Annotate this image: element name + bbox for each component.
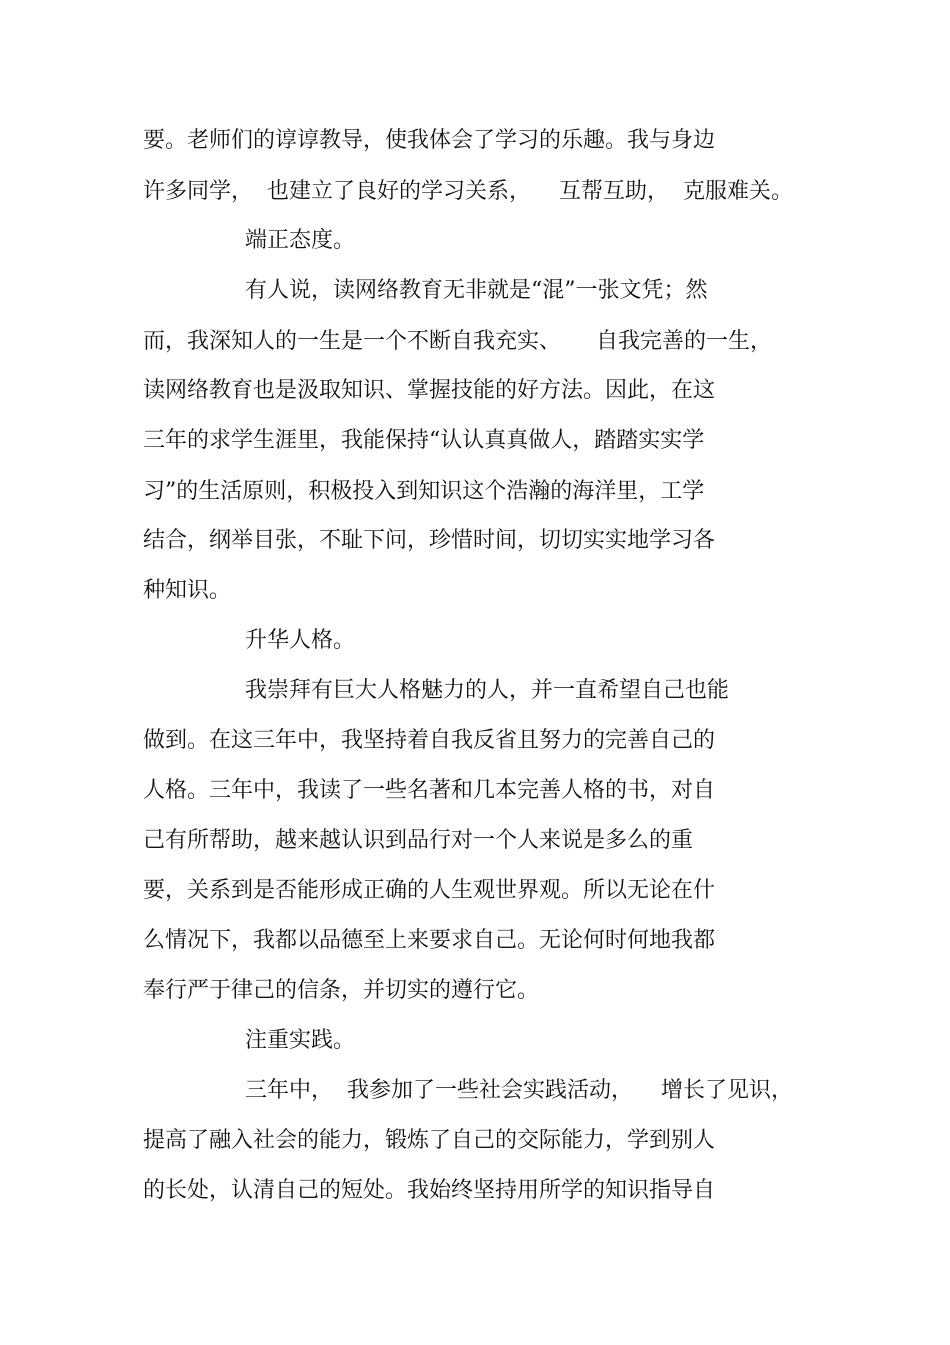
section-heading: 注重实践。	[245, 1028, 356, 1053]
text-line: 许多同学， 也建立了良好的学习关系， 互帮互助， 克服难关。	[143, 179, 793, 204]
section-heading: 升华人格。	[245, 628, 356, 653]
text-line: 种知识。	[143, 578, 232, 603]
text-line: 三年中， 我参加了一些社会实践活动， 增长了见识，	[245, 1078, 793, 1103]
text-line: 么情况下，我都以品德至上来要求自己。无论何时何地我都	[143, 928, 716, 953]
text-line: 做到。在这三年中，我坚持着自我反省且努力的完善自己的	[143, 728, 716, 753]
text-line: 己有所帮助，越来越认识到品行对一个人来说是多么的重	[143, 828, 694, 853]
text-line: 要，关系到是否能形成正确的人生观世界观。所以无论在什	[143, 878, 716, 903]
text-line: 有人说，读网络教育无非就是“混”一张文凭；然	[245, 278, 708, 303]
text-line: 三年的求学生涯里，我能保持“认认真真做人，踏踏实实学	[143, 428, 705, 453]
text-line: 习”的生活原则，积极投入到知识这个浩瀚的海洋里，工学	[143, 479, 705, 504]
text-line: 要。老师们的谆谆教导，使我体会了学习的乐趣。我与身边	[143, 128, 716, 153]
text-line: 人格。三年中，我读了一些名著和几本完善人格的书，对自	[143, 778, 716, 803]
text-line: 结合，纲举目张，不耻下问，珍惜时间，切切实实地学习各	[143, 528, 716, 553]
text-line: 读网络教育也是汲取知识、掌握技能的好方法。因此，在这	[143, 378, 716, 403]
text-line: 的长处，认清自己的短处。我始终坚持用所学的知识指导自	[143, 1178, 716, 1203]
text-line: 我崇拜有巨大人格魅力的人，并一直希望自己也能	[245, 678, 730, 703]
text-line: 提高了融入社会的能力，锻炼了自己的交际能力，学到别人	[143, 1128, 716, 1153]
text-line: 奉行严于律己的信条，并切实的遵行它。	[143, 978, 540, 1003]
text-line: 而，我深知人的一生是一个不断自我充实、 自我完善的一生，	[143, 329, 772, 354]
section-heading: 端正态度。	[245, 228, 356, 253]
